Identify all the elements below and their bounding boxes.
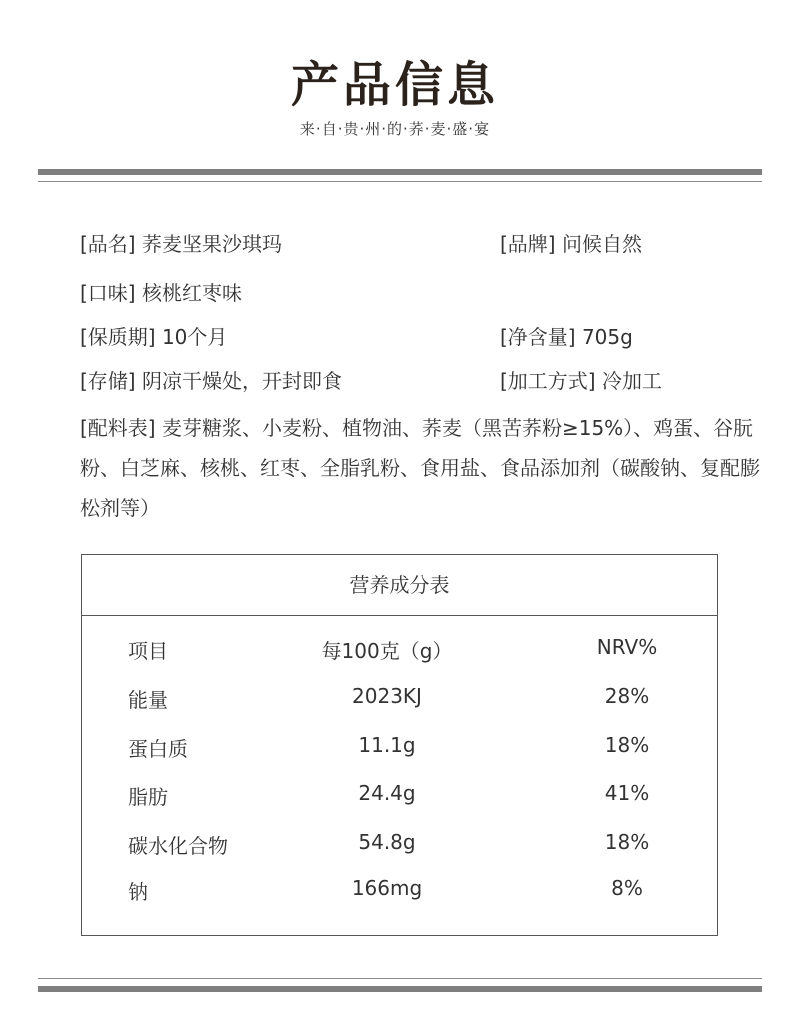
product-net-content: [净含量] 705g xyxy=(500,325,633,349)
nutrition-nrv: 18% xyxy=(604,830,650,854)
nutrition-per100: 每100克（g） xyxy=(321,639,453,663)
top-divider-thick xyxy=(38,169,762,175)
product-storage: [存储] 阴凉干燥处，开封即食 xyxy=(80,369,342,393)
product-shelf-life: [保质期] 10个月 xyxy=(80,325,228,349)
bottom-divider-thick xyxy=(38,986,762,992)
product-name: [品名] 荞麦坚果沙琪玛 xyxy=(80,232,282,256)
nutrition-item: 蛋白质 xyxy=(128,737,188,761)
nutrition-nrv: 28% xyxy=(604,684,650,708)
bottom-divider-thin xyxy=(38,978,762,979)
page-title: 产品信息 xyxy=(290,57,499,113)
nutrition-item: 钠 xyxy=(128,880,148,904)
nutrition-item: 能量 xyxy=(128,688,168,712)
nutrition-per100: 2023KJ xyxy=(352,684,422,708)
page-subtitle: 来·自·贵·州·的·荞·麦·盛·宴 xyxy=(299,120,491,138)
nutrition-nrv: 41% xyxy=(604,781,650,805)
nutrition-per100: 166mg xyxy=(351,876,423,900)
product-brand: [品牌] 问候自然 xyxy=(500,232,642,256)
nutrition-per100: 54.8g xyxy=(358,830,416,854)
nutrition-per100: 24.4g xyxy=(358,781,416,805)
top-divider-thin xyxy=(38,181,762,182)
nutrition-item: 碳水化合物 xyxy=(128,834,228,858)
nutrition-nrv: NRV% xyxy=(596,635,658,659)
nutrition-table xyxy=(81,554,718,936)
nutrition-item: 脂肪 xyxy=(128,785,168,809)
nutrition-nrv: 18% xyxy=(604,733,650,757)
product-flavor: [口味] 核桃红枣味 xyxy=(80,281,242,305)
product-ingredients: [配料表] 麦芽糖浆、小麦粉、植物油、荞麦（黑苦荞粉≥15%）、鸡蛋、谷朊粉、白芝麻、核桃、红枣、全脂乳粉、食用盐、食品添加剂（碳酸钠、复配膨松剂等） xyxy=(80,416,760,520)
nutrition-item: 项目 xyxy=(128,639,168,663)
nutrition-table-title: 营养成分表 xyxy=(82,555,717,616)
nutrition-per100: 11.1g xyxy=(358,733,416,757)
nutrition-nrv: 8% xyxy=(611,876,643,900)
product-process: [加工方式] 冷加工 xyxy=(500,369,662,393)
